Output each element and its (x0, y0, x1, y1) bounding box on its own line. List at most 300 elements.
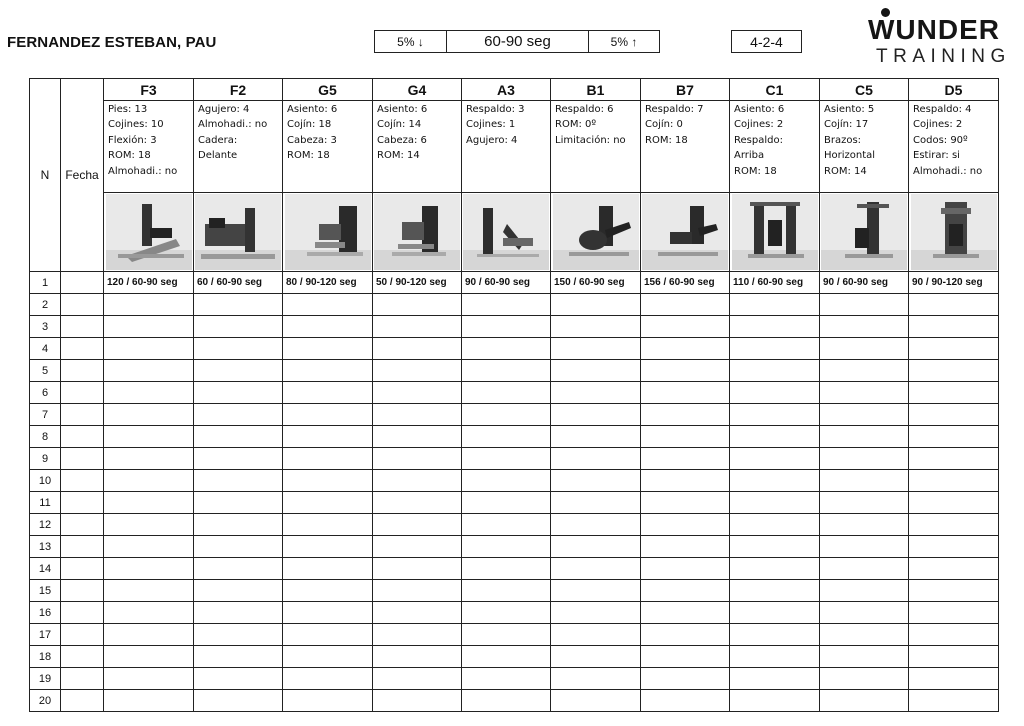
session-cell[interactable] (283, 558, 373, 580)
session-cell[interactable] (373, 580, 462, 602)
session-cell[interactable] (194, 360, 283, 382)
session-cell[interactable] (283, 294, 373, 316)
session-cell[interactable] (462, 536, 551, 558)
session-cell[interactable] (373, 646, 462, 668)
session-cell[interactable] (820, 602, 909, 624)
neck-machine-icon (373, 193, 462, 272)
session-cell[interactable] (730, 690, 820, 712)
session-cell[interactable] (104, 646, 194, 668)
session-cell[interactable] (641, 360, 730, 382)
session-cell[interactable] (820, 448, 909, 470)
training-log-table (29, 78, 999, 712)
table-row (30, 668, 999, 690)
machine-settings (909, 101, 999, 193)
session-cell[interactable] (820, 514, 909, 536)
machine-settings (641, 101, 730, 193)
session-cell[interactable] (194, 690, 283, 712)
session-cell[interactable] (104, 360, 194, 382)
session-cell[interactable]: 50 / 90-120 seg (373, 272, 462, 294)
session-cell[interactable] (730, 470, 820, 492)
date-cell[interactable] (61, 536, 104, 558)
row-number: 4 (30, 338, 61, 360)
session-cell[interactable] (104, 338, 194, 360)
session-cell[interactable] (909, 514, 999, 536)
column-fecha-header: Fecha (61, 79, 104, 272)
session-cell[interactable] (641, 382, 730, 404)
session-cell[interactable] (820, 294, 909, 316)
session-cell[interactable] (551, 668, 641, 690)
session-cell[interactable] (462, 580, 551, 602)
machine-code-b7: B7 (641, 79, 730, 101)
session-cell[interactable] (194, 382, 283, 404)
session-cell[interactable] (641, 426, 730, 448)
session-cell[interactable] (104, 624, 194, 646)
session-cell[interactable] (194, 470, 283, 492)
session-cell[interactable] (820, 470, 909, 492)
row-number: 3 (30, 316, 61, 338)
session-cell[interactable] (551, 514, 641, 536)
session-cell[interactable]: 110 / 60-90 seg (730, 272, 820, 294)
session-cell[interactable] (194, 448, 283, 470)
arm-machine-icon (909, 193, 999, 272)
setting-line: Agujero: 4 (466, 134, 518, 146)
session-cell[interactable] (909, 426, 999, 448)
session-cell[interactable] (730, 580, 820, 602)
machine-code-c5: C5 (820, 79, 909, 101)
session-cell[interactable] (551, 602, 641, 624)
session-cell[interactable] (641, 690, 730, 712)
setting-line: Respaldo: 7 (645, 104, 704, 115)
setting-line: Estirar: si (913, 150, 960, 162)
session-cell[interactable] (283, 668, 373, 690)
leg-curl-machine-icon (641, 193, 730, 272)
table-row (30, 646, 999, 668)
session-cell[interactable] (909, 580, 999, 602)
table-row (30, 470, 999, 492)
date-cell[interactable] (61, 404, 104, 426)
session-cell[interactable] (641, 602, 730, 624)
machine-settings-row (30, 101, 999, 193)
session-cell[interactable] (462, 646, 551, 668)
session-cell[interactable] (641, 492, 730, 514)
date-cell[interactable] (61, 668, 104, 690)
date-cell[interactable] (61, 492, 104, 514)
session-cell[interactable] (730, 602, 820, 624)
tempo-up: 5% ↑ (610, 34, 638, 49)
session-cell[interactable] (730, 558, 820, 580)
session-cell[interactable] (909, 646, 999, 668)
session-cell[interactable] (820, 338, 909, 360)
session-cell[interactable] (820, 492, 909, 514)
session-cell[interactable] (283, 646, 373, 668)
session-cell[interactable] (462, 470, 551, 492)
session-cell[interactable] (551, 294, 641, 316)
session-cell[interactable] (730, 668, 820, 690)
session-cell[interactable] (909, 294, 999, 316)
session-cell[interactable]: 120 / 60-90 seg (104, 272, 194, 294)
session-cell[interactable] (909, 404, 999, 426)
machine-code-a3: A3 (462, 79, 551, 101)
session-cell[interactable] (909, 448, 999, 470)
session-cell[interactable] (730, 448, 820, 470)
session-cell[interactable] (194, 558, 283, 580)
session-cell[interactable] (551, 580, 641, 602)
session-cell[interactable] (730, 294, 820, 316)
session-cell[interactable] (104, 404, 194, 426)
setting-line: Asiento: 5 (824, 104, 875, 115)
row-number: 12 (30, 514, 61, 536)
session-cell[interactable] (194, 426, 283, 448)
setting-line: Respaldo: (734, 134, 783, 146)
date-cell[interactable] (61, 646, 104, 668)
session-cell[interactable] (909, 338, 999, 360)
table-row (30, 514, 999, 536)
session-cell[interactable] (373, 426, 462, 448)
session-cell[interactable] (194, 536, 283, 558)
session-cell[interactable] (820, 624, 909, 646)
session-cell[interactable] (104, 514, 194, 536)
session-cell[interactable]: 80 / 90-120 seg (283, 272, 373, 294)
table-row (30, 536, 999, 558)
session-cell[interactable] (730, 514, 820, 536)
session-cell[interactable] (104, 382, 194, 404)
session-cell[interactable] (909, 360, 999, 382)
session-cell[interactable] (820, 668, 909, 690)
row-number: 9 (30, 448, 61, 470)
session-cell[interactable] (551, 492, 641, 514)
row-number: 6 (30, 382, 61, 404)
session-cell[interactable]: 156 / 60-90 seg (641, 272, 730, 294)
session-cell[interactable] (820, 360, 909, 382)
setting-line: Asiento: 6 (287, 104, 338, 115)
setting-line: Cadera: (198, 134, 238, 146)
session-cell[interactable] (730, 338, 820, 360)
session-cell[interactable] (194, 338, 283, 360)
session-cell[interactable] (373, 382, 462, 404)
session-cell[interactable] (194, 492, 283, 514)
session-cell[interactable] (909, 602, 999, 624)
rhythm-box: 4-2-4 (731, 30, 802, 53)
session-cell[interactable] (641, 624, 730, 646)
hip-machine-icon (194, 193, 283, 272)
setting-line: Cojines: 2 (734, 119, 784, 131)
date-cell[interactable] (61, 558, 104, 580)
session-cell[interactable] (909, 382, 999, 404)
session-cell[interactable] (194, 294, 283, 316)
session-cell[interactable]: 90 / 90-120 seg (909, 272, 999, 294)
leg-extension-machine-icon (462, 193, 551, 272)
session-cell[interactable] (462, 624, 551, 646)
setting-line: Cojines: 1 (466, 119, 516, 131)
table-row (30, 382, 999, 404)
session-cell[interactable] (104, 448, 194, 470)
session-cell[interactable] (820, 404, 909, 426)
setting-line: Flexión: 3 (108, 134, 157, 146)
session-cell[interactable] (373, 338, 462, 360)
setting-line: Brazos: (824, 134, 862, 146)
date-cell[interactable] (61, 382, 104, 404)
session-cell[interactable] (283, 338, 373, 360)
session-cell[interactable] (104, 690, 194, 712)
session-cell[interactable] (104, 316, 194, 338)
column-n-header: N (30, 79, 61, 272)
session-cell[interactable] (283, 602, 373, 624)
session-cell[interactable] (373, 470, 462, 492)
session-cell[interactable] (104, 668, 194, 690)
session-cell[interactable] (551, 360, 641, 382)
session-cell[interactable] (283, 690, 373, 712)
session-cell[interactable] (462, 338, 551, 360)
session-cell[interactable] (104, 492, 194, 514)
session-cell[interactable] (104, 558, 194, 580)
session-cell[interactable] (730, 404, 820, 426)
session-cell[interactable] (909, 558, 999, 580)
session-cell[interactable] (104, 470, 194, 492)
machine-settings (283, 101, 373, 193)
session-cell[interactable] (373, 316, 462, 338)
session-cell[interactable] (820, 536, 909, 558)
session-cell[interactable] (194, 316, 283, 338)
machine-settings (820, 101, 909, 193)
session-cell[interactable] (551, 338, 641, 360)
session-cell[interactable] (373, 360, 462, 382)
session-cell[interactable] (194, 514, 283, 536)
date-cell[interactable] (61, 624, 104, 646)
date-cell[interactable] (61, 448, 104, 470)
date-cell[interactable] (61, 426, 104, 448)
row-number: 5 (30, 360, 61, 382)
session-cell[interactable]: 150 / 60-90 seg (551, 272, 641, 294)
session-cell[interactable] (551, 558, 641, 580)
date-cell[interactable] (61, 470, 104, 492)
row-number: 11 (30, 492, 61, 514)
session-cell[interactable] (551, 382, 641, 404)
session-cell[interactable] (373, 514, 462, 536)
session-cell[interactable] (462, 404, 551, 426)
date-cell[interactable] (61, 272, 104, 294)
session-cell[interactable] (730, 492, 820, 514)
session-cell[interactable] (373, 690, 462, 712)
setting-line: Cojín: 17 (824, 119, 869, 131)
tempo-box (374, 30, 660, 53)
setting-line: Cojín: 14 (377, 119, 422, 131)
session-cell[interactable] (283, 316, 373, 338)
session-cell[interactable] (820, 316, 909, 338)
session-cell[interactable] (820, 558, 909, 580)
row-number: 18 (30, 646, 61, 668)
session-cell[interactable] (909, 668, 999, 690)
session-cell[interactable] (283, 448, 373, 470)
session-cell[interactable] (909, 470, 999, 492)
setting-line: Limitación: no (555, 134, 626, 146)
session-cell[interactable] (373, 624, 462, 646)
session-cell[interactable] (641, 514, 730, 536)
row-number: 8 (30, 426, 61, 448)
session-cell[interactable] (641, 668, 730, 690)
setting-line: Cojín: 0 (645, 119, 683, 131)
setting-line: Codos: 90º (913, 134, 968, 146)
session-cell[interactable] (909, 316, 999, 338)
session-cell[interactable] (104, 602, 194, 624)
session-cell[interactable] (104, 426, 194, 448)
setting-line: Respaldo: 6 (555, 104, 614, 115)
logo-top-text: WUNDER (868, 14, 1000, 45)
session-cell[interactable] (283, 624, 373, 646)
session-cell[interactable] (373, 558, 462, 580)
table-row (30, 580, 999, 602)
session-cell[interactable] (194, 646, 283, 668)
session-cell[interactable] (551, 690, 641, 712)
session-cell[interactable] (194, 668, 283, 690)
setting-line: Arriba (734, 150, 765, 162)
machine-settings (551, 101, 641, 193)
session-cell[interactable] (462, 294, 551, 316)
setting-line: ROM: 18 (645, 134, 688, 146)
session-cell[interactable] (283, 514, 373, 536)
date-cell[interactable] (61, 690, 104, 712)
date-cell[interactable] (61, 514, 104, 536)
session-cell[interactable] (462, 316, 551, 338)
session-cell[interactable] (373, 404, 462, 426)
session-cell[interactable] (730, 382, 820, 404)
session-cell[interactable] (730, 536, 820, 558)
session-cell[interactable] (373, 602, 462, 624)
date-cell[interactable] (61, 580, 104, 602)
session-cell[interactable] (283, 382, 373, 404)
session-cell[interactable] (104, 294, 194, 316)
session-cell[interactable] (373, 668, 462, 690)
session-cell[interactable] (551, 316, 641, 338)
session-cell[interactable] (462, 448, 551, 470)
machine-settings (104, 101, 194, 193)
session-cell[interactable] (909, 624, 999, 646)
session-cell[interactable]: 90 / 60-90 seg (462, 272, 551, 294)
session-cell[interactable] (551, 646, 641, 668)
setting-line: Cojines: 2 (913, 119, 963, 131)
session-cell[interactable] (104, 580, 194, 602)
machine-code-g5: G5 (283, 79, 373, 101)
session-cell[interactable] (462, 602, 551, 624)
row-number: 7 (30, 404, 61, 426)
session-cell[interactable] (194, 580, 283, 602)
setting-line: Delante (198, 150, 238, 162)
session-cell[interactable]: 90 / 60-90 seg (820, 272, 909, 294)
session-cell[interactable] (730, 624, 820, 646)
date-cell[interactable] (61, 602, 104, 624)
tempo-down: 5% ↓ (375, 31, 447, 52)
setting-line: ROM: 14 (377, 150, 420, 162)
session-cell[interactable] (194, 624, 283, 646)
session-cell[interactable] (641, 470, 730, 492)
lower-back-machine-icon (551, 193, 641, 272)
session-cell[interactable] (730, 360, 820, 382)
session-cell[interactable] (551, 426, 641, 448)
setting-line: ROM: 0º (555, 119, 597, 131)
date-cell[interactable] (61, 338, 104, 360)
session-cell[interactable] (820, 646, 909, 668)
setting-line: Asiento: 6 (734, 104, 785, 115)
session-cell[interactable] (283, 492, 373, 514)
setting-line: ROM: 18 (108, 150, 151, 162)
session-cell[interactable] (373, 294, 462, 316)
session-cell[interactable] (462, 492, 551, 514)
date-cell[interactable] (61, 294, 104, 316)
session-cell[interactable] (283, 360, 373, 382)
date-cell[interactable] (61, 316, 104, 338)
session-cell[interactable] (641, 558, 730, 580)
session-cell[interactable] (551, 536, 641, 558)
session-cell[interactable]: 60 / 60-90 seg (194, 272, 283, 294)
session-cell[interactable] (551, 448, 641, 470)
session-cell[interactable] (104, 536, 194, 558)
session-cell[interactable] (462, 558, 551, 580)
session-cell[interactable] (551, 404, 641, 426)
session-cell[interactable] (462, 668, 551, 690)
leg-press-machine-icon (104, 193, 194, 272)
session-cell[interactable] (730, 426, 820, 448)
session-cell[interactable] (641, 580, 730, 602)
table-row (30, 558, 999, 580)
session-cell[interactable] (283, 580, 373, 602)
session-cell[interactable] (283, 404, 373, 426)
session-cell[interactable] (730, 646, 820, 668)
setting-line: Respaldo: 4 (913, 104, 972, 115)
setting-line: Cojines: 10 (108, 119, 164, 131)
session-cell[interactable] (820, 690, 909, 712)
session-cell[interactable] (551, 624, 641, 646)
session-cell[interactable] (820, 580, 909, 602)
session-cell[interactable] (909, 492, 999, 514)
session-cell[interactable] (373, 536, 462, 558)
date-cell[interactable] (61, 360, 104, 382)
session-cell[interactable] (641, 404, 730, 426)
setting-line: Cabeza: 3 (287, 134, 337, 146)
session-cell[interactable] (462, 426, 551, 448)
row-number: 19 (30, 668, 61, 690)
session-cell[interactable] (909, 536, 999, 558)
table-row (30, 404, 999, 426)
session-cell[interactable] (641, 294, 730, 316)
session-cell[interactable] (194, 404, 283, 426)
session-cell[interactable] (373, 448, 462, 470)
session-cell[interactable] (462, 690, 551, 712)
row-number: 1 (30, 272, 61, 294)
table-row (30, 360, 999, 382)
session-cell[interactable] (283, 426, 373, 448)
session-cell[interactable] (820, 382, 909, 404)
session-cell[interactable] (820, 426, 909, 448)
session-cell[interactable] (462, 514, 551, 536)
session-cell[interactable] (641, 316, 730, 338)
session-cell[interactable] (551, 470, 641, 492)
session-cell[interactable] (462, 360, 551, 382)
pulldown-machine-icon (820, 193, 909, 272)
table-row (30, 426, 999, 448)
session-cell[interactable] (462, 382, 551, 404)
session-cell[interactable] (641, 448, 730, 470)
session-cell[interactable] (373, 492, 462, 514)
client-name: FERNANDEZ ESTEBAN, PAU (7, 34, 217, 51)
session-cell[interactable] (641, 646, 730, 668)
session-cell[interactable] (641, 338, 730, 360)
session-cell[interactable] (194, 602, 283, 624)
session-cell[interactable] (283, 470, 373, 492)
session-cell[interactable] (641, 536, 730, 558)
session-cell[interactable] (730, 316, 820, 338)
table-row (30, 448, 999, 470)
session-cell[interactable] (283, 536, 373, 558)
session-cell[interactable] (909, 690, 999, 712)
